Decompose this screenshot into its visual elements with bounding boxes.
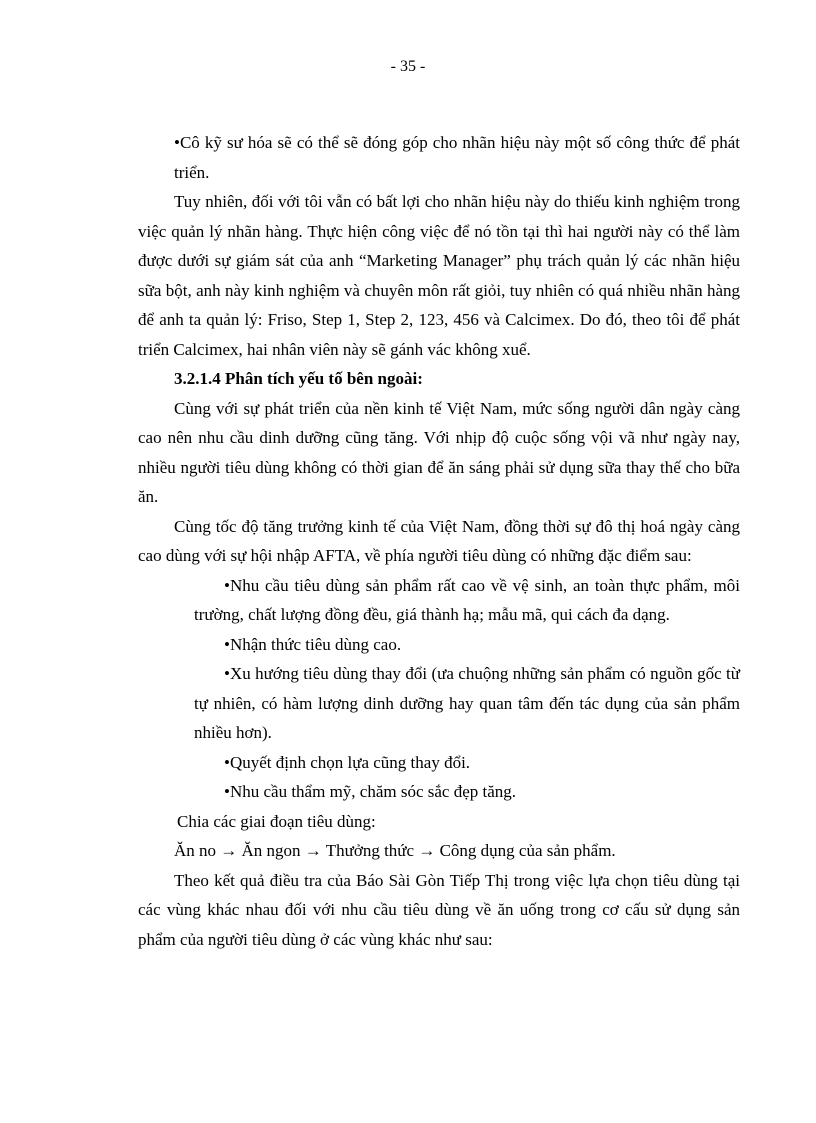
stages-intro: Chia các giai đoạn tiêu dùng:	[177, 811, 376, 831]
paragraph-economy: Cùng với sự phát triển của nền kinh tế Việt Nam, mức sống người dân ngày càng cao nên nhu cầu dinh dưỡng cũng tăng. Với nhịp độ cuộc sống vội vã như ngày nay, nhiều người tiêu dùng không có thời gian để ăn sáng phải sử dụng sữa thay thế cho bữa ăn.	[138, 398, 740, 506]
bullet-symbol: •	[224, 664, 230, 683]
bullet-item	[194, 748, 740, 778]
bullet-item	[194, 777, 740, 807]
bullet-text: Nhu cầu tiêu dùng sản phẩm rất cao về vệ sinh, an toàn thực phẩm, môi trường, chất lượng đồng đều, giá thành hạ; mẫu mã, qui cách đa dạng.	[194, 575, 740, 624]
page-number: - 35 -	[390, 58, 426, 75]
bullet-item	[194, 659, 740, 748]
bullet-item	[194, 571, 740, 630]
bullet-text: Cô kỹ sư hóa sẽ có thể sẽ đóng góp cho nhãn hiệu này một số công thức để phát triển.	[174, 133, 740, 182]
stages-sequence: Ăn no → Ăn ngon → Thưởng thức → Công dụng của sản phẩm.	[174, 841, 616, 860]
bullet-text: Xu hướng tiêu dùng thay đổi (ưa chuộng những sản phẩm có nguồn gốc từ tự nhiên, có hàm lượng dinh dưỡng hay quan tâm đến tác dụng của sản phẩm nhiều hơn).	[194, 664, 740, 742]
bullet-item	[194, 630, 740, 660]
bullet-symbol: •	[224, 782, 230, 801]
bullet-symbol: •	[224, 752, 230, 772]
bullet-text: Nhận thức tiêu dùng cao.	[229, 634, 402, 654]
bullet-text: Quyết định chọn lựa cũng thay đổi.	[229, 752, 471, 772]
bullet-item-chemist	[174, 128, 740, 187]
bullet-symbol: •	[224, 634, 230, 654]
section-heading: 3.2.1.4 Phân tích yếu tố bên ngoài:	[174, 369, 423, 388]
bullet-text: Nhu cầu thẩm mỹ, chăm sóc sắc đẹp tăng.	[229, 782, 517, 801]
document-body	[138, 128, 740, 954]
bullet-symbol: •	[174, 133, 180, 152]
bullet-symbol: •	[224, 575, 230, 595]
paragraph-survey: Theo kết quả điều tra của Báo Sài Gòn Tiếp Thị trong việc lựa chọn tiêu dùng tại các vùng khác nhau đối với nhu cầu tiêu dùng về ăn uống trong cơ cấu sử dụng sản phẩm của người tiêu dùng ở các vùng khác như sau:	[138, 870, 740, 949]
paragraph-consumer-traits: Cùng tốc độ tăng trưởng kinh tế của Việt Nam, đồng thời sự đô thị hoá ngày càng cao dùng với sự hội nhập AFTA, về phía người tiêu dùng có những đặc điểm sau:	[138, 516, 740, 565]
paragraph-disadvantage: Tuy nhiên, đối với tôi vẫn có bất lợi cho nhãn hiệu này do thiếu kinh nghiệm trong việc quản lý nhãn hàng. Thực hiện công việc để nó tồn tại thì hai người này có thể làm được dưới sự giám sát của anh “Marketing Manager” phụ trách quản lý các nhãn hiệu sữa bột, anh này kinh nghiệm và chuyên môn rất giỏi, tuy nhiên có quá nhiều nhãn hàng để anh ta quản lý: Friso, Step 1, Step 2, 123, 456 và Calcimex. Do đó, theo tôi để phát triển Calcimex, hai nhân viên này sẽ gánh vác không xuể.	[138, 192, 740, 359]
